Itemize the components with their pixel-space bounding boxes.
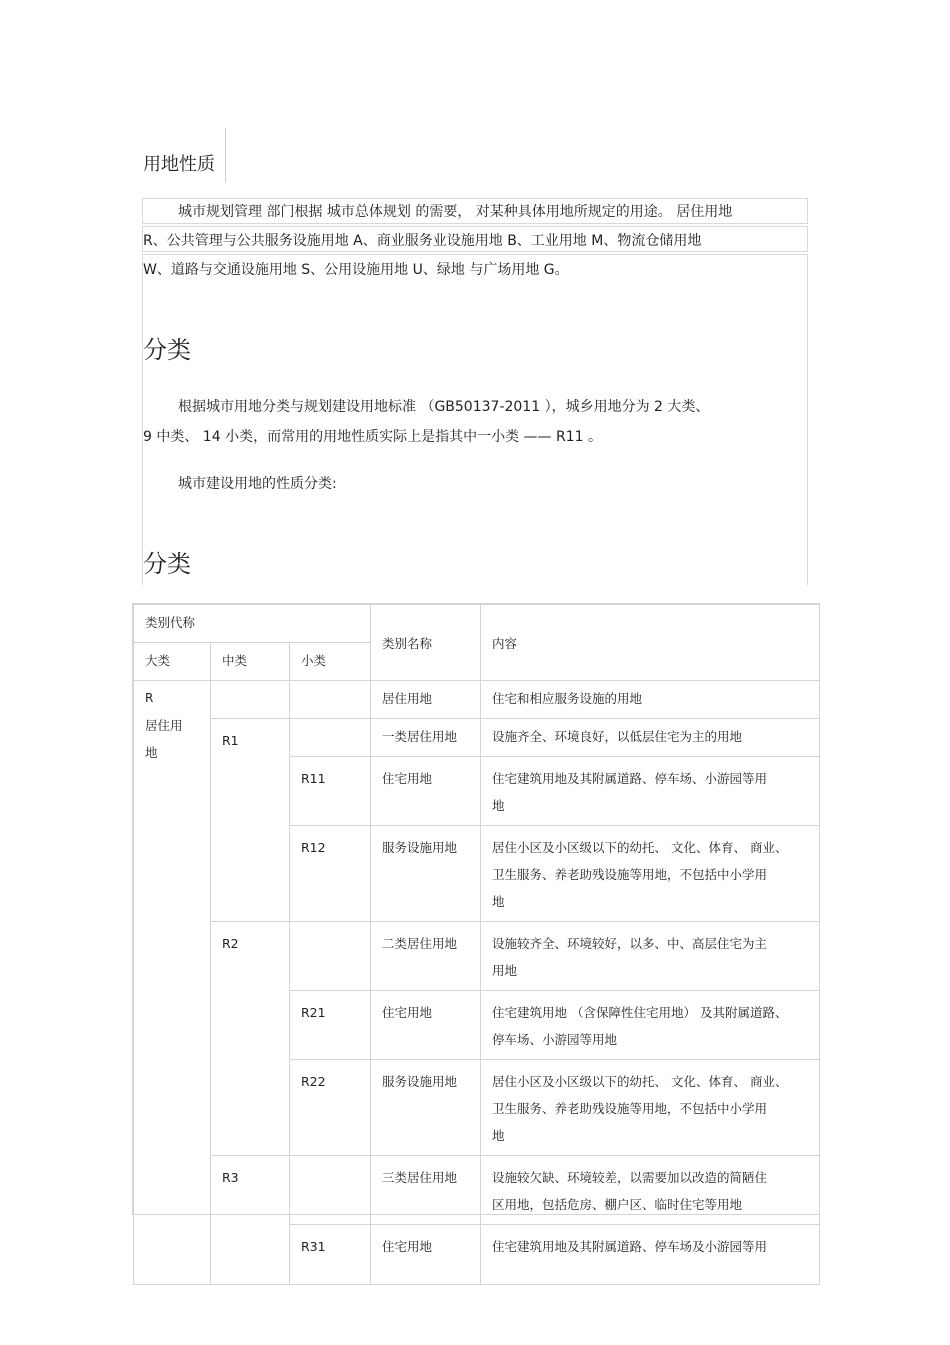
- table-cell-middle: R1: [211, 719, 290, 922]
- table-cell-content: 设施较欠缺、环境较差，以需要加以改造的简陋住 区用地，包括危房、棚户区、临时住宅等用地: [481, 1156, 820, 1225]
- table-cell-minor: R11: [290, 757, 371, 826]
- table-cell-content: 居住小区及小区级以下的幼托、 文化、体育、 商业、 卫生服务、养老助残设施等用地，不包括中小学用 地: [481, 1060, 820, 1156]
- major-code: R: [145, 691, 154, 705]
- table-cell-content: 住宅建筑用地及其附属道路、停车场及小游园等用: [481, 1225, 820, 1285]
- table-cell-middle: R2: [211, 922, 290, 1156]
- table-cell-name: 住宅用地: [371, 1225, 481, 1285]
- table-cell-name: 住宅用地: [371, 991, 481, 1060]
- header-major: 大类: [134, 643, 211, 681]
- table-cell-minor: [290, 719, 371, 757]
- table-cell-content: 设施较齐全、环境较好，以多、中、高层住宅为主 用地: [481, 922, 820, 991]
- land-use-table: [132, 603, 820, 1254]
- paragraph-2: 城市建设用地的性质分类:: [178, 476, 337, 492]
- header-minor: 小类: [290, 643, 371, 681]
- table-cell-name: 居住用地: [371, 681, 481, 719]
- intro-line-3: W、道路与交通设施用地 S、公用设施用地 U、绿地 与广场用地 G。: [143, 262, 569, 278]
- paragraph-1-line-2: 9 中类、 14 小类，而常用的用地性质实际上是指其中一小类 —— R11 。: [143, 429, 602, 445]
- table-cell-name: 服务设施用地: [371, 826, 481, 922]
- table-cell-content: 住宅和相应服务设施的用地: [481, 681, 820, 719]
- header-name: 类别名称: [371, 605, 481, 681]
- table-cell-content: 居住小区及小区级以下的幼托、 文化、体育、 商业、 卫生服务、养老助残设施等用地，不包括中小学用 地: [481, 826, 820, 922]
- table-cell-name: 住宅用地: [371, 757, 481, 826]
- table-cell-content: 设施齐全、环境良好，以低层住宅为主的用地: [481, 719, 820, 757]
- table-cell-name: 三类居住用地: [371, 1156, 481, 1225]
- table-cell-minor: [290, 1156, 371, 1225]
- table-cell-content: 住宅建筑用地及其附属道路、停车场、小游园等用 地: [481, 757, 820, 826]
- table-cell-minor: [290, 681, 371, 719]
- table-cell-minor: [290, 922, 371, 991]
- section-heading-1: 分类: [143, 336, 191, 364]
- intro-line-1: 城市规划管理 部门根据 城市总体规划 的需要， 对某种具体用地所规定的用途。 居住用地: [178, 204, 733, 220]
- table-cell-name: 服务设施用地: [371, 1060, 481, 1156]
- table-cell-minor: R22: [290, 1060, 371, 1156]
- table-cell-name: 一类居住用地: [371, 719, 481, 757]
- table-cell-minor: R21: [290, 991, 371, 1060]
- major-name-line-1: 居住用: [145, 718, 183, 733]
- major-category-cell: [134, 681, 211, 1285]
- table-cell-middle: R3: [211, 1156, 290, 1285]
- title-divider: [225, 128, 226, 182]
- intro-box-3: [142, 254, 808, 585]
- header-content: 内容: [481, 605, 820, 681]
- table-cell-name: 二类居住用地: [371, 922, 481, 991]
- header-middle: 中类: [211, 643, 290, 681]
- paragraph-1-line-1: 根据城市用地分类与规划建设用地标准 （GB50137-2011 ），城乡用地分为 2 大类、: [178, 399, 710, 415]
- table-cell-content: 住宅建筑用地 （含保障性住宅用地） 及其附属道路、 停车场、小游园等用地: [481, 991, 820, 1060]
- table-cell-minor: R31: [290, 1225, 371, 1285]
- section-heading-2: 分类: [143, 550, 191, 578]
- table-cell-middle: [211, 681, 290, 719]
- header-category-code: 类别代称: [134, 605, 371, 643]
- page-title: 用地性质: [143, 154, 215, 175]
- table-cell-minor: R12: [290, 826, 371, 922]
- intro-line-2: R、公共管理与公共服务设施用地 A、商业服务业设施用地 B、工业用地 M、物流仓储用地: [143, 233, 702, 249]
- major-name-line-2: 地: [145, 745, 158, 760]
